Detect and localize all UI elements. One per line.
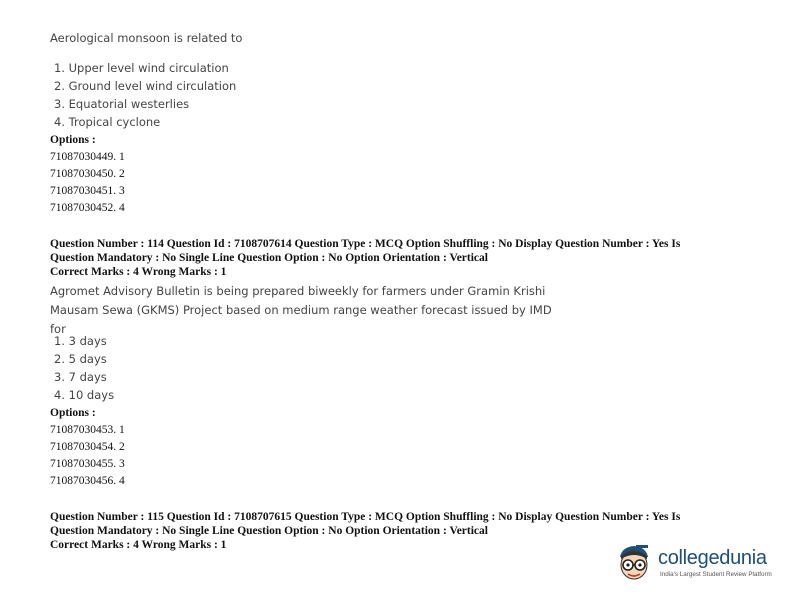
option-id: 71087030456. 4 — [50, 475, 125, 487]
choice-item: 4. Tropical cyclone — [54, 115, 161, 129]
choice-item: 3. Equatorial westerlies — [54, 97, 190, 111]
question-113-text: Aerological monsoon is related to — [50, 31, 243, 45]
choice-item: 1. Upper level wind circulation — [54, 61, 229, 75]
option-id: 71087030453. 1 — [50, 424, 125, 436]
brand-prefix: college — [658, 547, 720, 569]
question-113-options — [50, 132, 125, 217]
question-line: Agromet Advisory Bulletin is being prepared biweekly for farmers under Gramin Krishi — [50, 284, 546, 298]
question-114-text — [50, 282, 570, 339]
meta-line: Question Number : 114 Question Id : 7108707614 Question Type : MCQ Option Shuffling : No Display Question Number : Yes Is — [50, 238, 681, 250]
marks-line: Correct Marks : 4 Wrong Marks : 1 — [50, 539, 227, 551]
option-id: 71087030451. 3 — [50, 185, 125, 197]
question-113-choices — [54, 59, 236, 131]
choice-item: 2. Ground level wind circulation — [54, 79, 237, 93]
option-id: 71087030452. 4 — [50, 202, 125, 214]
option-id: 71087030450. 2 — [50, 168, 125, 180]
options-label: Options : — [50, 134, 96, 146]
option-id: 71087030455. 3 — [50, 458, 125, 470]
choice-item: 3. 7 days — [54, 370, 107, 384]
meta-line: Question Mandatory : No Single Line Question Option : No Option Orientation : Vertical — [50, 525, 488, 537]
meta-line: Question Number : 115 Question Id : 7108707615 Question Type : MCQ Option Shuffling : No Display Question Number : Yes Is — [50, 511, 681, 523]
question-114-meta — [50, 237, 740, 279]
option-id: 71087030454. 2 — [50, 441, 125, 453]
options-label: Options : — [50, 407, 96, 419]
meta-line: Question Mandatory : No Single Line Question Option : No Option Orientation : Vertical — [50, 252, 488, 264]
option-id: 71087030449. 1 — [50, 151, 125, 163]
choice-item: 4. 10 days — [54, 388, 115, 402]
question-114-options — [50, 405, 125, 490]
question-114-choices — [54, 332, 114, 404]
choice-item: 2. 5 days — [54, 352, 107, 366]
collegedunia-logo — [614, 543, 774, 585]
marks-line: Correct Marks : 4 Wrong Marks : 1 — [50, 266, 227, 278]
brand-tagline: India's Largest Student Review Platform — [660, 571, 772, 578]
brand-suffix: dunia — [719, 547, 767, 569]
mascot-icon — [614, 543, 654, 585]
question-line: Mausam Sewa (GKMS) Project based on medium range weather forecast issued by IMD for — [50, 303, 552, 336]
brand-name — [658, 547, 767, 570]
choice-item: 1. 3 days — [54, 334, 107, 348]
